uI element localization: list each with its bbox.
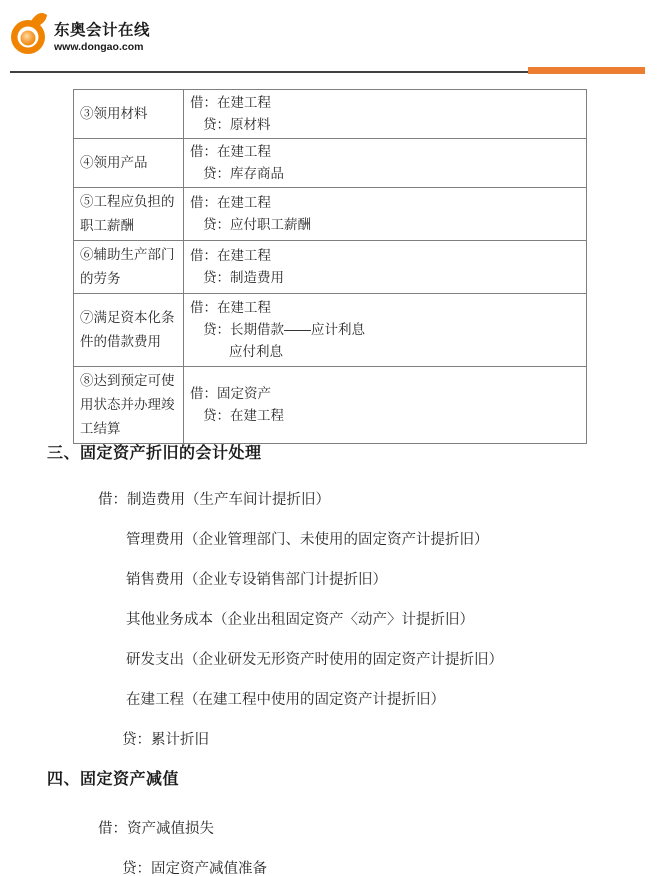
table-row	[74, 139, 587, 188]
entry-cell	[184, 90, 587, 139]
item-cell: ③领用材料	[74, 90, 184, 139]
credit-line: 贷：原材料	[203, 117, 271, 132]
section-heading-depreciation: 三、固定资产折旧的会计处理	[47, 445, 262, 462]
debit-line: 借：在建工程	[190, 95, 271, 110]
entry-cell	[184, 294, 587, 367]
table-row	[74, 188, 587, 241]
debit-line: 借：固定资产	[190, 386, 271, 401]
item-cell: ⑧达到预定可使用状态并办理竣工结算	[74, 367, 184, 444]
entries-table-wrap	[73, 89, 587, 444]
brand-url: www.dongao.com	[54, 41, 144, 53]
debit-line: 借：在建工程	[190, 300, 271, 315]
item-cell: ⑦满足资本化条件的借款费用	[74, 294, 184, 367]
entry-cell	[184, 188, 587, 241]
entries-table	[73, 89, 587, 444]
entry-line-item: 管理费用（企业管理部门、未使用的固定资产计提折旧）	[126, 532, 489, 548]
item-cell: ④领用产品	[74, 139, 184, 188]
content-sections	[0, 443, 658, 876]
entry-line-item: 销售费用（企业专设销售部门计提折旧）	[126, 572, 387, 588]
entry-cell	[184, 241, 587, 294]
entry-line-credit: 贷：固定资产减值准备	[122, 861, 267, 876]
credit-line: 贷：应付职工薪酬	[203, 217, 311, 232]
credit-line-2: 应付利息	[229, 344, 283, 359]
debit-line: 借：在建工程	[190, 195, 271, 210]
entry-line-credit: 贷：累计折旧	[122, 732, 209, 748]
table-row	[74, 294, 587, 367]
debit-line: 借：在建工程	[190, 144, 271, 159]
credit-line: 贷：长期借款——应计利息	[203, 322, 365, 337]
brand-name: 东奥会计在线	[54, 22, 151, 39]
table-row	[74, 367, 587, 444]
item-cell: ⑥辅助生产部门的劳务	[74, 241, 184, 294]
entry-line-item: 在建工程（在建工程中使用的固定资产计提折旧）	[126, 692, 445, 708]
entry-line-debit: 借：资产减值损失	[98, 821, 214, 837]
item-cell: ⑤工程应负担的职工薪酬	[74, 188, 184, 241]
credit-line: 贷：在建工程	[203, 408, 284, 423]
header-accent-bar	[528, 67, 645, 74]
credit-line: 贷：库存商品	[203, 166, 284, 181]
brand-text	[54, 22, 150, 53]
credit-line: 贷：制造费用	[203, 270, 284, 285]
entry-line-item: 研发支出（企业研发无形资产时使用的固定资产计提折旧）	[126, 652, 503, 668]
section-heading-impairment: 四、固定资产减值	[47, 771, 180, 788]
table-row	[74, 90, 587, 139]
entry-line-item: 其他业务成本（企业出租固定资产〈动产〉计提折旧）	[126, 612, 474, 628]
dongao-logo	[10, 13, 150, 55]
debit-line: 借：在建工程	[190, 248, 271, 263]
entry-cell	[184, 139, 587, 188]
entry-cell	[184, 367, 587, 444]
entry-line-debit: 借：制造费用（生产车间计提折旧）	[98, 492, 330, 508]
dongao-logo-icon	[10, 13, 48, 55]
table-row	[74, 241, 587, 294]
